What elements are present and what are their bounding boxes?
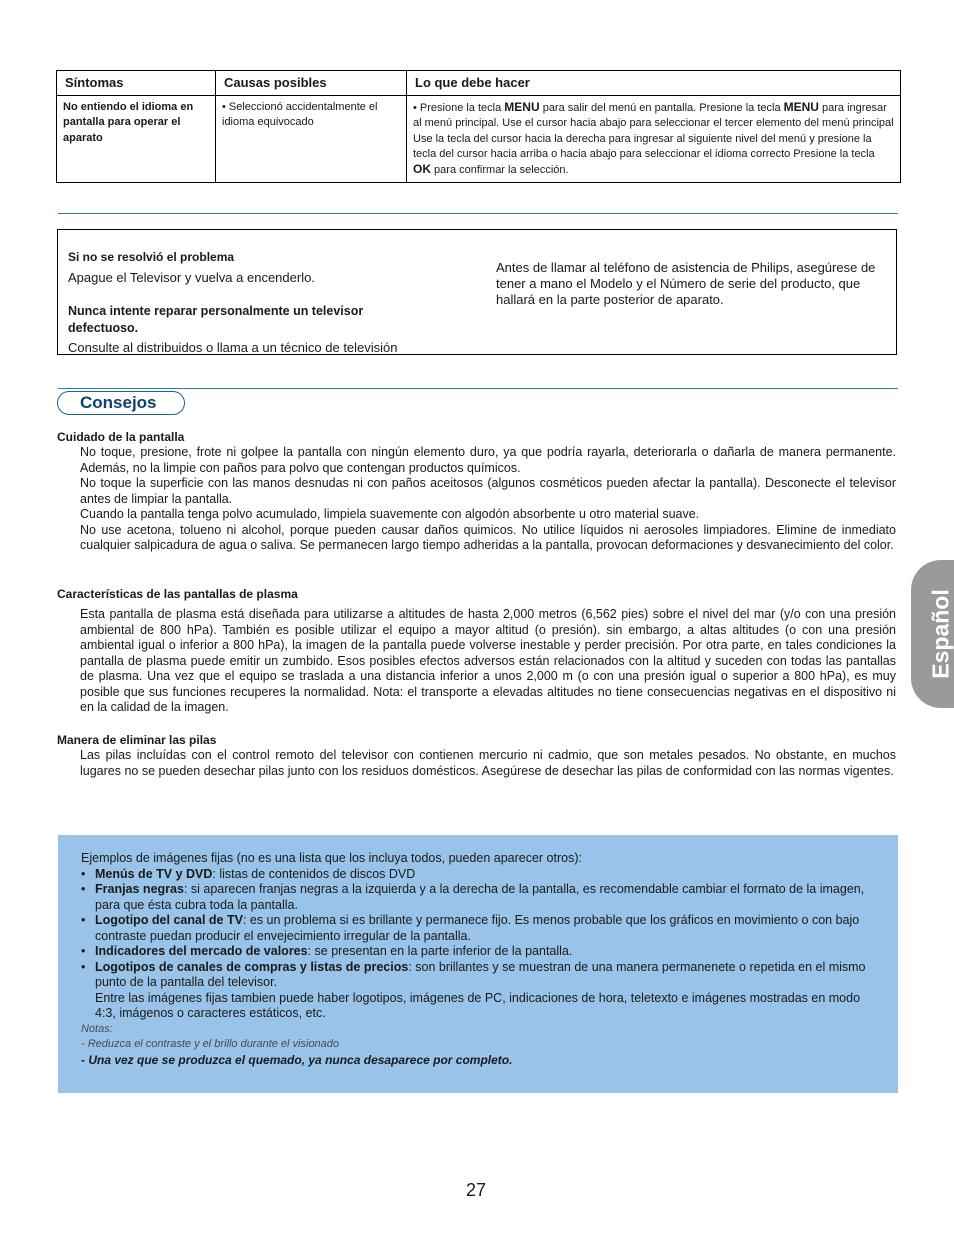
notes-label: Notas: xyxy=(81,1022,113,1035)
note-contrast: - Reduzca el contraste y el brillo durante el visionado xyxy=(81,1038,340,1050)
list-item: • Logotipo del canal de TV: es un problema si es brillante y permanece fijo. Es menos probable que los gráficos en movimiento o con bajo contraste puedan producir el envejecimiento irregular de la pantalla. xyxy=(81,913,871,944)
table-header-row xyxy=(57,71,901,96)
col-header-actions: Lo que debe hacer xyxy=(407,71,901,96)
help-info-box xyxy=(57,229,897,355)
list-item: • Logotipos de canales de compras y listas de precios: son brillantes y se muestran de una manera permanenete o repetida en el mismo punto de la pantalla del televisor. xyxy=(81,960,871,991)
still-images-extra: Entre las imágenes fijas tambien puede haber logotipos, imágenes de PC, indicaciones de hora, teletexto e imágenes mostradas en modo 4:3, imágenos o caracteres estáticos, etc. xyxy=(95,990,861,1020)
still-images-box xyxy=(58,835,898,1093)
key-name: MENU xyxy=(504,100,540,114)
key-name: OK xyxy=(413,162,431,177)
plasma-heading: Características de las pantallas de plasma xyxy=(57,587,298,601)
action-text: para salir del menú en pantalla. Presione la tecla xyxy=(539,102,784,114)
unresolved-heading: Si no se resolvió el problema xyxy=(68,250,235,264)
key-name: MENU xyxy=(783,100,819,114)
note-burn-in: - Una vez que se produzca el quemado, ya nunca desaparece por completo. xyxy=(81,1052,513,1067)
cause-cell: • Seleccionó accidentalmente el idioma equivocado xyxy=(216,96,407,183)
paragraph: Cuando la pantalla tenga polvo acumulado, limpiela suavemente con algodón absorbente u otro material suave. xyxy=(80,507,700,521)
col-header-symptoms: Síntomas xyxy=(57,71,216,96)
language-tab xyxy=(911,560,954,708)
action-cell xyxy=(407,96,901,183)
action-text: para ingresar al menú principal. Use el cursor hacia abajo para seleccionar el tercer elemento del menú principal Use la tecla del cursor hacia la derecha para ingresar al siguiente nivel del menú y presione la tecla del cursor hacia arriba o hacia abajo para seleccionar el idioma correcto Presione la tecla xyxy=(413,102,894,160)
consult-text: Consulte al distribuidos o llama a un técnico de televisión xyxy=(68,340,398,355)
never-repair-heading: Nunca intente reparar personalmente un televisor defectuoso. xyxy=(68,304,364,335)
support-call-text: Antes de llamar al teléfono de asistencia de Philips, asegúrese de tener a mano el Modelo y el Número de serie del producto, que hallará en la parte posterior de aparato. xyxy=(496,260,876,307)
list-item: • Franjas negras: si aparecen franjas negras a la izquierda y a la derecha de la pantalla, es recomendable cambiar el formato de la imagen, para que ésta cubra toda la pantalla. xyxy=(81,882,871,913)
screen-care-text xyxy=(80,445,896,554)
page-number: 27 xyxy=(466,1180,487,1200)
language-tab-label: Español xyxy=(927,589,954,679)
table-row xyxy=(57,96,901,183)
still-images-intro: Ejemplos de imágenes fijas (no es una lista que los incluya todos, pueden aparecer otros): xyxy=(81,851,582,865)
action-text: • Presione la tecla xyxy=(413,102,505,114)
plasma-text: Esta pantalla de plasma está diseñada para utilizarse a altitudes de hasta 2,000 metros (6,562 pies) sobre el nivel del mar (y/o con una presión ambiental de 800 hPa). También es posible utilizar el equipo a mayor altitud (o presión). sin embargo, a altas altitudes (o con una presión ambiental igual o inferior a 800 hPa), la imagen de la pantalla puede volverse inestable y perder precisión. Por otra parte, en tales condiciones la pantalla de plasma puede emitir un zumbido. Esos posibles efectos adversos están relacionados con la altitud y suceden con todas las pantallas de plasma. Una vez que el equipo se traslada a una distancia inferior a unos 2,000 m (o con una presión igual o superior a 800 hPa), es muy posible que sus funciones recuperes la normalidad. Nota: el transporte a elevadas altitudes no tiene consecuencias negativas en el dispositivo ni en la calidad de la imagen. xyxy=(80,607,896,714)
still-images-list xyxy=(81,867,871,991)
paragraph: No toque, presione, frote ni golpee la pantalla con ningún elemento duro, ya que podría rayarla, deteriorarla o dañarla de manera permanente. Además, no la limpie con paños para polvo que contengan productos químicos. xyxy=(80,445,896,475)
section-divider xyxy=(58,213,898,214)
list-item: • Indicadores del mercado de valores: se presentan en la parte inferior de la pantalla. xyxy=(81,944,871,960)
troubleshooting-table xyxy=(56,70,901,183)
consejos-divider xyxy=(58,388,898,389)
list-item: • Menús de TV y DVD: listas de contenidos de discos DVD xyxy=(81,867,871,883)
action-text: para confirmar la selección. xyxy=(431,164,569,177)
paragraph: No toque la superficie con las manos desnudas ni con paños aceitosos (algunos cosméticos pueden afectar la pantalla). Desconecte el televisor antes de limpiar la pantalla. xyxy=(80,476,896,506)
col-header-causes: Causas posibles xyxy=(216,71,407,96)
screen-care-heading: Cuidado de la pantalla xyxy=(57,430,185,444)
batteries-heading: Manera de eliminar las pilas xyxy=(57,733,217,747)
paragraph: No use acetona, tolueno ni alcohol, porque pueden causar daños quimicos. No utilice líquidos ni aerosoles limpiadores. Elimine de inmediato cualquier salpicadura de agua o saliva. Se permanecen largo tiempo adheridas a la pantalla, provocan deformaciones y desvanecimiento del color. xyxy=(80,522,896,552)
batteries-text: Las pilas incluídas con el control remoto del televisor con contienen mercurio ni cadmio, que son metales pesados. No obstante, en muchos lugares no se pueden desechar pilas junto con los residuos domésticos. Asegúrese de desechar las pilas de conformidad con las normas vigentes. xyxy=(80,748,896,778)
consejos-title: Consejos xyxy=(57,391,185,415)
symptom-cell: No entiendo el idioma en pantalla para operar el aparato xyxy=(57,96,216,183)
unresolved-text: Apague el Televisor y vuelva a encenderlo. xyxy=(68,270,315,285)
